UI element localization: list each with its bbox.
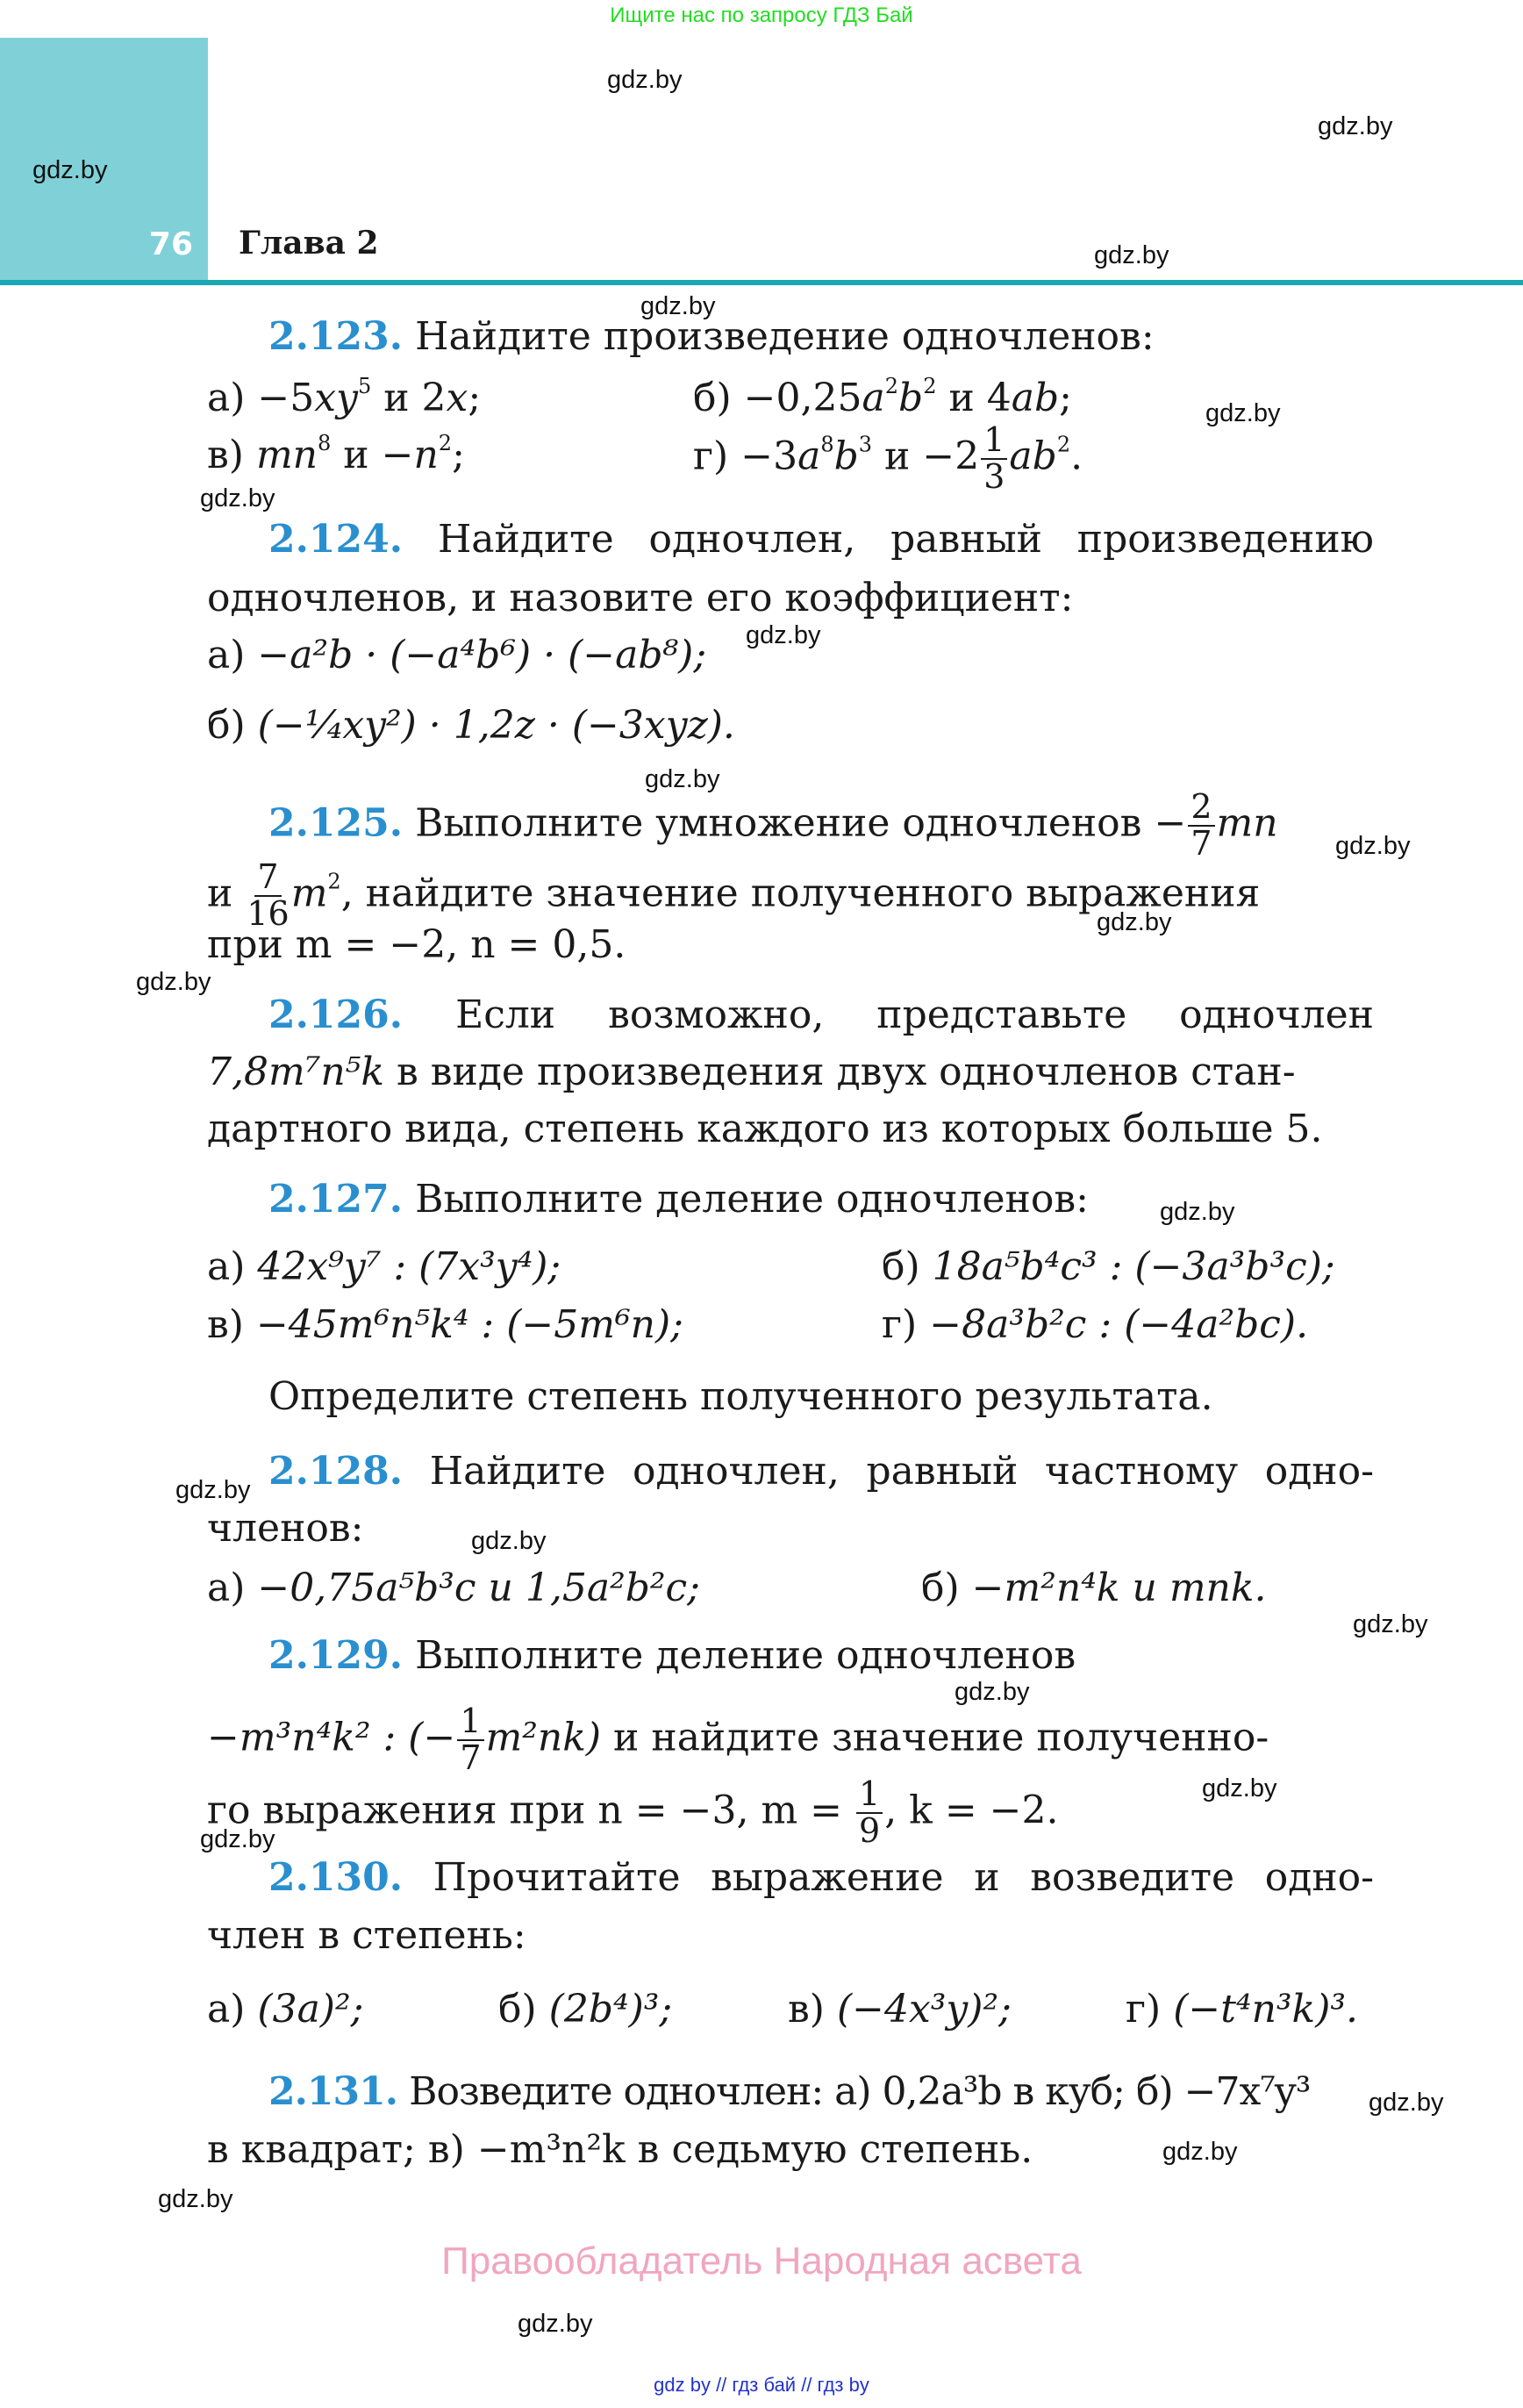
expr-part: ab	[1011, 376, 1060, 420]
item-label: в)	[207, 1302, 244, 1347]
problem-2-124-line2: одночленов, и назовите его коэффициент:	[207, 576, 1074, 620]
expr-part: n	[413, 433, 439, 477]
item-label: а)	[207, 376, 246, 420]
denominator: 7	[1191, 823, 1212, 863]
problem-2-130-v	[788, 1987, 1012, 2032]
watermark: gdz.by	[1097, 908, 1172, 936]
expression: −a²b · (−a⁴b⁶) · (−ab⁸);	[257, 633, 707, 677]
copyright-notice: Правообладатель Народная асвета	[441, 2240, 1082, 2283]
expression: 18a⁵b⁴c³ : (−3a³b³c);	[932, 1244, 1335, 1289]
denominator: 3	[983, 456, 1005, 496]
watermark: gdz.by	[175, 1476, 251, 1504]
problem-text: Найдите произведение одночленов:	[415, 314, 1155, 359]
item-label: в)	[788, 1987, 825, 2032]
denominator: 7	[460, 1738, 482, 1777]
item-label: г)	[693, 434, 729, 479]
problem-text: Выполните деление одночленов	[415, 1633, 1076, 1678]
expr-part: ;	[452, 433, 465, 477]
watermark: gdz.by	[645, 765, 720, 793]
problem-2-130-g	[1126, 1987, 1359, 2032]
problem-text: Возведите одночлен: а) 0,2a³b в куб; б) −7x⁷y³	[409, 2069, 1311, 2114]
item-label: б)	[921, 1566, 960, 1610]
problem-text: Найдите одночлен, равный частному одно-	[429, 1449, 1374, 1494]
item-label: в)	[207, 433, 244, 477]
item-label: б)	[207, 703, 246, 748]
expr-part: ab	[1009, 434, 1057, 479]
expr-part: xy	[314, 376, 358, 420]
problem-number: 2.124.	[268, 517, 404, 562]
expression: m²nk)	[485, 1715, 602, 1760]
page-number: 76	[148, 226, 193, 262]
header-rule	[0, 280, 1523, 285]
numerator: 1	[457, 1704, 483, 1741]
watermark: gdz.by	[158, 2185, 233, 2213]
text: в виде произведения двух одночленов стан-	[383, 1050, 1296, 1094]
expr-part: b	[833, 434, 859, 479]
watermark: gdz.by	[1160, 1198, 1235, 1226]
expr-part: и 2	[371, 376, 447, 420]
problem-text: Найдите одночлен, равный произведению	[437, 517, 1374, 562]
item-label: б)	[882, 1244, 920, 1289]
item-label: а)	[207, 1566, 246, 1610]
problem-2-128-line2: членов:	[207, 1506, 364, 1551]
exponent: 8	[820, 432, 834, 457]
expression: −m²n⁴k и mnk.	[971, 1566, 1267, 1610]
variable: m	[290, 871, 328, 916]
problem-2-125-line1	[268, 787, 1435, 863]
text: го выражения при n = −3, m =	[207, 1788, 855, 1833]
expr-part: −0,25	[743, 376, 862, 420]
exponent: 2	[438, 431, 453, 455]
expression: (−¹⁄₄xy²) · 1,2z · (−3xyz).	[257, 703, 735, 748]
watermark: gdz.by	[1369, 2089, 1444, 2117]
problem-number: 2.127.	[268, 1177, 404, 1222]
problem-text: Выполните умножение одночленов	[415, 800, 1142, 846]
problem-number: 2.123.	[268, 314, 404, 359]
expr-part: x	[446, 376, 468, 420]
item-label: а)	[207, 1244, 246, 1289]
exponent: 2	[327, 869, 341, 894]
problem-2-123-title	[268, 314, 1435, 359]
problem-2-127-b	[882, 1244, 1335, 1289]
item-label: б)	[693, 376, 732, 420]
problem-2-127-g	[882, 1302, 1309, 1347]
exponent: 3	[858, 432, 873, 457]
item-label: г)	[1126, 1987, 1162, 2032]
item-label: а)	[207, 633, 246, 677]
expression: −0,75a⁵b³c и 1,5a²b²c;	[257, 1566, 700, 1610]
fraction	[247, 857, 290, 933]
fraction	[856, 1774, 883, 1850]
expr-part: ;	[468, 376, 482, 420]
watermark: gdz.by	[607, 66, 683, 94]
top-banner: Ищите нас по запросу ГДЗ Бай	[610, 4, 913, 27]
numerator: 2	[1188, 790, 1214, 827]
exponent: 5	[357, 374, 372, 398]
expression: −45m⁶n⁵k⁴ : (−5m⁶n);	[255, 1302, 683, 1347]
denominator: 16	[247, 893, 290, 933]
item-label: г)	[882, 1302, 918, 1347]
problem-2-128-b	[921, 1566, 1267, 1610]
numerator: 1	[856, 1777, 883, 1814]
problem-2-130-line1	[207, 1855, 1374, 1900]
expr-part: a	[862, 376, 885, 420]
problem-2-131-line1	[268, 2069, 1374, 2114]
problem-2-130-line2: член в степень:	[207, 1913, 526, 1958]
expr-part: ;	[1059, 376, 1072, 420]
watermark: gdz.by	[955, 1678, 1030, 1706]
problem-2-129-line3	[207, 1774, 1374, 1850]
chapter-title: Глава 2	[239, 225, 379, 262]
problem-2-125-line2	[207, 857, 1374, 933]
watermark: gdz.by	[1162, 2138, 1238, 2166]
problem-2-124-b	[207, 703, 1374, 748]
problem-2-129-line1	[268, 1633, 1435, 1678]
problem-2-124-line1	[207, 517, 1374, 562]
problem-2-131-line2: в квадрат; в) −m³n²k в седьмую степень.	[207, 2127, 1033, 2172]
problem-2-126-line2	[207, 1050, 1374, 1094]
expr-part: и −	[331, 433, 414, 477]
problem-number: 2.126.	[268, 993, 404, 1037]
text: , найдите значение полученного выражения	[340, 871, 1261, 916]
problem-number: 2.125.	[268, 800, 404, 846]
problem-2-126-line3: дартного вида, степень каждого из которых больше 5.	[207, 1107, 1323, 1151]
fraction	[1188, 787, 1214, 863]
problem-2-127-footer: Определите степень полученного результата.	[268, 1374, 1213, 1419]
expr-part: −5	[257, 376, 315, 420]
expr-part: a	[797, 434, 821, 479]
watermark: gdz.by	[640, 292, 716, 320]
fraction	[457, 1704, 483, 1776]
problem-number: 2.128.	[268, 1449, 404, 1494]
expression: (3a)²;	[257, 1987, 364, 2032]
watermark: gdz.by	[471, 1527, 547, 1555]
denominator: 9	[859, 1810, 881, 1850]
problem-number: 2.131.	[268, 2069, 398, 2114]
expression: −m³n⁴k² : (−	[207, 1715, 456, 1760]
watermark: gdz.by	[1318, 112, 1393, 140]
monomial: 7,8m⁷n⁵k	[207, 1050, 384, 1094]
expr-part: −3	[740, 434, 798, 479]
expr-part: mn	[255, 433, 318, 477]
text: , k = −2.	[884, 1788, 1059, 1833]
watermark: gdz.by	[32, 156, 108, 184]
watermark: gdz.by	[1353, 1610, 1428, 1638]
watermark: gdz.by	[518, 2310, 593, 2338]
watermark: gdz.by	[1094, 241, 1169, 269]
watermark: gdz.by	[200, 484, 275, 512]
watermark: gdz.by	[136, 968, 211, 996]
numerator: 7	[254, 860, 281, 897]
fraction	[981, 420, 1007, 496]
problem-2-123-g	[693, 420, 1083, 496]
problem-text: Прочитайте выражение и возведите одно-	[433, 1855, 1374, 1900]
exponent: 8	[318, 431, 332, 455]
problem-2-123-b	[693, 374, 1072, 420]
problem-2-127-title	[268, 1177, 1435, 1222]
watermark: gdz.by	[746, 621, 821, 649]
expr-part: .	[1070, 434, 1083, 479]
watermark: gdz.by	[1205, 399, 1281, 427]
watermark: gdz.by	[200, 1825, 275, 1853]
text: и найдите значение полученно-	[601, 1715, 1269, 1760]
text: и	[207, 871, 233, 916]
expression: (2b⁴)³;	[548, 1987, 673, 2032]
variable: mn	[1216, 800, 1278, 846]
item-label: а)	[207, 1987, 246, 2032]
expression: (−4x³y)²;	[836, 1987, 1012, 2032]
footer-links[interactable]: gdz by // гдз бай // гдз by	[654, 2374, 869, 2396]
problem-2-128-line1	[207, 1449, 1374, 1494]
exponent: 2	[1056, 432, 1071, 457]
problem-number: 2.129.	[268, 1633, 404, 1678]
watermark: gdz.by	[1202, 1774, 1277, 1802]
problem-text: Если возможно, представьте одночлен	[455, 993, 1374, 1037]
expression: (−t⁴n³k)³.	[1173, 1987, 1359, 2032]
problem-2-130-b	[498, 1987, 673, 2032]
watermark: gdz.by	[1335, 832, 1411, 860]
sign: −	[1154, 800, 1187, 846]
problem-2-125-line3: при m = −2, n = 0,5.	[207, 922, 626, 967]
problem-number: 2.130.	[268, 1855, 404, 1900]
expr-part: и 4	[936, 376, 1012, 420]
problem-2-126-line1	[207, 993, 1374, 1037]
expression: −8a³b²c : (−4a²bc).	[929, 1302, 1309, 1347]
numerator: 1	[981, 423, 1007, 460]
exponent: 2	[884, 374, 899, 398]
exponent: 2	[923, 374, 937, 398]
item-label: б)	[498, 1987, 537, 2032]
expression: 42x⁹y⁷ : (7x³y⁴);	[257, 1244, 561, 1289]
problem-2-129-line2	[207, 1704, 1374, 1776]
expr-part: и −2	[872, 434, 980, 479]
expr-part: b	[898, 376, 924, 420]
problem-text: Выполните деление одночленов:	[415, 1177, 1089, 1222]
